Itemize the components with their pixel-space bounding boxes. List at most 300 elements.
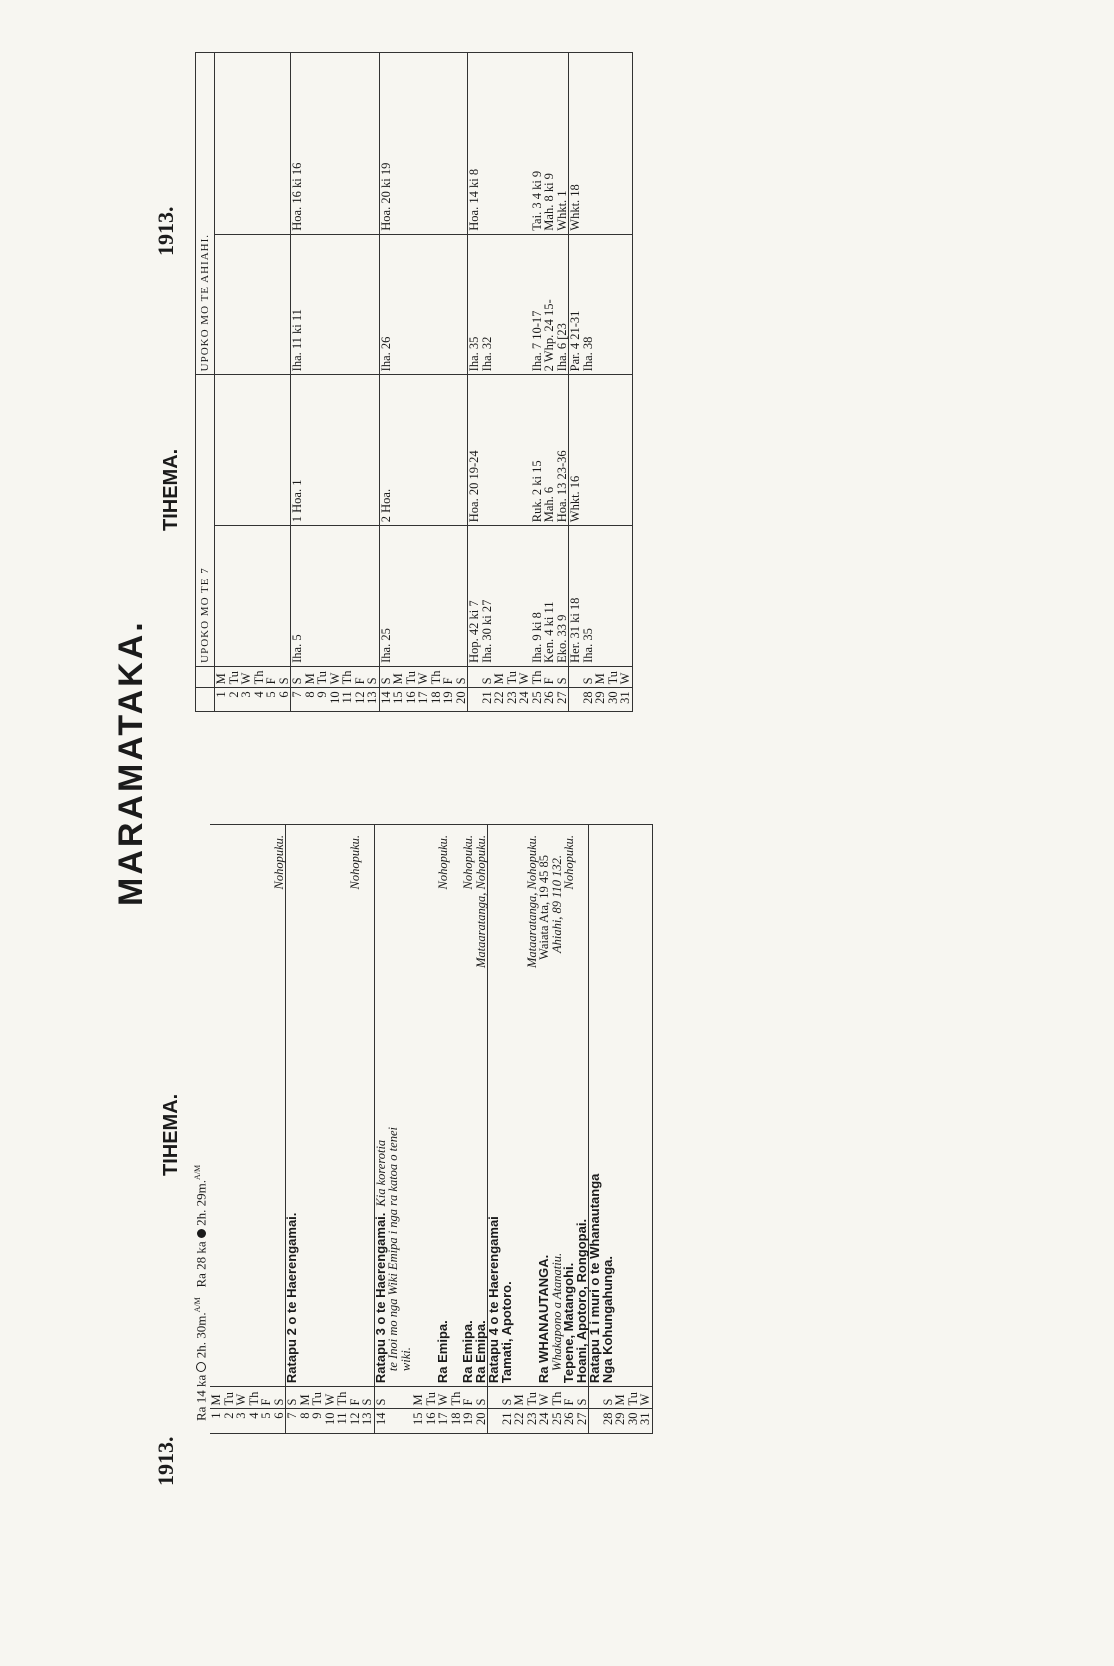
- new-moon-time: 2h. 29m.: [193, 1179, 209, 1226]
- observance-note: Kia korerotia: [373, 1139, 388, 1207]
- evening-lesson-2: [405, 53, 418, 235]
- evening-lesson-1: [354, 234, 367, 375]
- weekday: F: [265, 666, 278, 688]
- morning-lesson-2: Mah. 6: [543, 375, 556, 526]
- evening-lesson-1: [405, 234, 418, 375]
- day-number: 15: [392, 688, 405, 712]
- day-number: 4: [253, 688, 266, 712]
- day-number: 1: [210, 1409, 223, 1434]
- evening-lesson-1: [594, 234, 607, 375]
- table-row: [569, 53, 582, 712]
- evening-lesson-1: Iha. 7 10-17: [531, 234, 544, 375]
- morning-lesson-1: [215, 526, 228, 667]
- full-moon-ampm: A/M: [193, 1297, 202, 1313]
- morning-lesson-2: [405, 375, 418, 526]
- morning-lesson-1: Iha. 25: [379, 526, 392, 667]
- observance-cell: [336, 825, 349, 1387]
- observance-cell: [450, 825, 463, 1387]
- table-row: [481, 53, 494, 712]
- morning-lesson-2: [329, 375, 342, 526]
- weekday: Tu: [316, 666, 329, 688]
- weekday: F: [442, 666, 455, 688]
- day-number: 10: [324, 1409, 337, 1434]
- weekday: W: [518, 666, 531, 688]
- evening-lesson-1: [329, 234, 342, 375]
- day-number: [569, 688, 582, 712]
- weekday: Tu: [526, 1387, 539, 1409]
- day-number: 25: [531, 688, 544, 712]
- day-number: 22: [513, 1409, 526, 1434]
- observance-cell: [639, 825, 652, 1387]
- day-number: 2: [223, 1409, 236, 1434]
- fast-note: Nohopuku.: [271, 835, 286, 890]
- weekday: M: [594, 666, 607, 688]
- weekday: W: [639, 1387, 652, 1409]
- weekday: [387, 1387, 400, 1409]
- table-row: [253, 53, 266, 712]
- table-row: [538, 825, 551, 1434]
- weekday: W: [329, 666, 342, 688]
- table-row: [278, 53, 291, 712]
- day-number: 30: [607, 688, 620, 712]
- table-row: [400, 825, 413, 1434]
- day-number: 29: [594, 688, 607, 712]
- observance-text: Ratapu 3 o te Haerengamai.: [372, 1212, 388, 1384]
- evening-lesson-2: Tai. 3 4 ki 9: [531, 53, 544, 235]
- table-row: [602, 825, 615, 1434]
- day-number: 8: [299, 1409, 312, 1434]
- weekday: Th: [551, 1387, 564, 1409]
- morning-lesson-1: [607, 526, 620, 667]
- day-number: 7: [286, 1409, 299, 1434]
- weekday: S: [501, 1387, 514, 1409]
- evening-lesson-1: [417, 234, 430, 375]
- weekday: S: [576, 1387, 589, 1409]
- morning-lesson-1: [493, 526, 506, 667]
- morning-lesson-1: [594, 526, 607, 667]
- table-row: [341, 53, 354, 712]
- evening-lesson-1: Par. 4 21-31: [569, 234, 582, 375]
- weekday: M: [215, 666, 228, 688]
- morning-lesson-2: [228, 375, 241, 526]
- table-row: [455, 53, 468, 712]
- table-row: [304, 53, 317, 712]
- table-row: [501, 825, 514, 1434]
- table-row: [316, 53, 329, 712]
- day-number: 7: [291, 688, 304, 712]
- observance-text: Ra Emipa.: [472, 1320, 488, 1384]
- day-number: 3: [240, 688, 253, 712]
- observance-cell: [235, 825, 248, 1387]
- evening-lesson-2: [417, 53, 430, 235]
- day-number: 28: [602, 1409, 615, 1434]
- evening-lesson-1: [607, 234, 620, 375]
- morning-lesson-2: [354, 375, 367, 526]
- observance-cell: [627, 825, 640, 1387]
- table-row: [379, 53, 392, 712]
- table-row: [215, 53, 228, 712]
- full-moon-icon: [196, 1362, 206, 1372]
- fast-note: Nohopuku.: [347, 835, 362, 890]
- observance-cell: [437, 825, 450, 1387]
- left-month: TIHEMA.: [160, 1093, 182, 1176]
- evening-lesson-2: Mah. 8 ki 9: [543, 53, 556, 235]
- weekday: Tu: [627, 1387, 640, 1409]
- observance-cell: [513, 825, 526, 1387]
- observance-text: Hoani, Apotoro, Rongopai.: [573, 1218, 589, 1384]
- evening-lesson-1: [430, 234, 443, 375]
- evening-lesson-2: [455, 53, 468, 235]
- table-row: [240, 53, 253, 712]
- evening-lesson-2: [253, 53, 266, 235]
- morning-lesson-1: Iha. 9 ki 8: [531, 526, 544, 667]
- evening-lesson-2: [304, 53, 317, 235]
- evening-lesson-2: Hoa. 20 ki 19: [379, 53, 392, 235]
- day-number: 26: [543, 688, 556, 712]
- table-row: [627, 825, 640, 1434]
- morning-lesson-2: [304, 375, 317, 526]
- morning-lesson-1: [278, 526, 291, 667]
- evening-lesson-1: [455, 234, 468, 375]
- morning-lesson-2: Hoa. 13 23-36: [556, 375, 569, 526]
- morning-lesson-2: [240, 375, 253, 526]
- observance-cell: [462, 825, 475, 1387]
- evening-lesson-1: [278, 234, 291, 375]
- day-number: 24: [538, 1409, 551, 1434]
- observance-cell: [599, 825, 615, 1387]
- table-row: [468, 53, 481, 712]
- morning-lesson-1: [455, 526, 468, 667]
- weekday: M: [299, 1387, 312, 1409]
- observance-cell: [614, 825, 627, 1387]
- table-row: [260, 825, 273, 1434]
- morning-lesson-1: Eko. 33 9: [556, 526, 569, 667]
- morning-lesson-1: [354, 526, 367, 667]
- day-number: 14: [379, 688, 392, 712]
- day-number: 8: [304, 688, 317, 712]
- evening-lesson-1: [392, 234, 405, 375]
- full-moon-time: 2h. 30m.: [193, 1312, 209, 1359]
- day-number: 18: [430, 688, 443, 712]
- observance-text: Ra Emipa.: [435, 1320, 450, 1384]
- fast-note: Nohopuku.: [461, 835, 475, 890]
- table-row: [582, 53, 595, 712]
- morning-lesson-2: [619, 375, 632, 526]
- moon-phases: [193, 1165, 209, 1421]
- day-number: 18: [450, 1409, 463, 1434]
- morning-lesson-1: [228, 526, 241, 667]
- weekday: F: [543, 666, 556, 688]
- table-row: [493, 53, 506, 712]
- evening-lesson-1: [619, 234, 632, 375]
- table-row: [336, 825, 349, 1434]
- left-calendar-table: [210, 824, 653, 1434]
- weekday: Tu: [311, 1387, 324, 1409]
- observance-cell: [210, 825, 223, 1387]
- morning-lesson-1: Hop. 42 ki 7: [468, 526, 481, 667]
- evening-lesson-1: [493, 234, 506, 375]
- table-row: [349, 825, 362, 1434]
- table-row: [210, 825, 223, 1434]
- day-number: 27: [576, 1409, 589, 1434]
- table-row: [392, 53, 405, 712]
- day-number: 19: [442, 688, 455, 712]
- morning-lesson-1: [304, 526, 317, 667]
- morning-lesson-2: [316, 375, 329, 526]
- weekday: W: [417, 666, 430, 688]
- morning-lesson-2: [341, 375, 354, 526]
- table-row: [639, 825, 652, 1434]
- evening-lesson-2: Whkt. 18: [569, 53, 582, 235]
- weekday: Th: [430, 666, 443, 688]
- title: MARAMATAKA.: [112, 619, 150, 906]
- evening-lesson-2: Whkt. 1: [556, 53, 569, 235]
- table-row: [513, 825, 526, 1434]
- day-number: 23: [526, 1409, 539, 1434]
- evening-lesson-1: [215, 234, 228, 375]
- weekday: M: [392, 666, 405, 688]
- weekday: S: [278, 666, 291, 688]
- observance-cell: [498, 825, 514, 1387]
- day-number: 20: [455, 688, 468, 712]
- table-row: [506, 53, 519, 712]
- header-row: [196, 53, 215, 712]
- day-number: 17: [417, 688, 430, 712]
- observance-cell: [387, 825, 400, 1387]
- table-row: [412, 825, 425, 1434]
- weekday: Tu: [506, 666, 519, 688]
- left-year: 1913.: [153, 1436, 178, 1486]
- observance-cell: [260, 825, 273, 1387]
- header-blank: [196, 688, 215, 712]
- morning-lesson-1: [329, 526, 342, 667]
- evening-lesson-2: [506, 53, 519, 235]
- day-number: 3: [235, 1409, 248, 1434]
- table-row: [442, 53, 455, 712]
- day-number: 12: [354, 688, 367, 712]
- weekday: M: [412, 1387, 425, 1409]
- morning-lesson-1: [506, 526, 519, 667]
- evening-lesson-1: Iha. 32: [481, 234, 494, 375]
- morning-lesson-2: 1 Hoa. 1: [291, 375, 304, 526]
- table-row: [235, 825, 248, 1434]
- day-number: 29: [614, 1409, 627, 1434]
- day-number: 11: [336, 1409, 349, 1434]
- day-number: [387, 1409, 400, 1434]
- weekday: F: [349, 1387, 362, 1409]
- weekday: M: [210, 1387, 223, 1409]
- observance-text: Whakapono a Atanatiu.: [549, 1252, 564, 1372]
- observance-text: te Inoi mo nga Wiki Emipa i nga ra katoa o tenei: [386, 1127, 400, 1372]
- morning-lesson-1: Iha. 30 ki 27: [481, 526, 494, 667]
- table-row: [354, 53, 367, 712]
- morning-lesson-1: [392, 526, 405, 667]
- day-number: 20: [475, 1409, 488, 1434]
- observance-cell: [412, 825, 425, 1387]
- evening-lesson-1: [341, 234, 354, 375]
- morning-lesson-1: [619, 526, 632, 667]
- weekday: W: [619, 666, 632, 688]
- day-number: 11: [341, 688, 354, 712]
- evening-lesson-2: [354, 53, 367, 235]
- day-number: 26: [563, 1409, 576, 1434]
- day-number: 23: [506, 688, 519, 712]
- weekday: S: [481, 666, 494, 688]
- morning-lesson-1: Ken. 4 ki 11: [543, 526, 556, 667]
- day-number: [488, 1409, 501, 1434]
- weekday: [569, 666, 582, 688]
- weekday: S: [475, 1387, 488, 1409]
- weekday: S: [379, 666, 392, 688]
- weekday: Tu: [405, 666, 418, 688]
- day-number: 25: [551, 1409, 564, 1434]
- day-number: 13: [366, 688, 379, 712]
- weekday: M: [513, 1387, 526, 1409]
- morning-lesson-2: [392, 375, 405, 526]
- weekday: Th: [253, 666, 266, 688]
- day-number: 19: [462, 1409, 475, 1434]
- weekday: [589, 1387, 602, 1409]
- fast-note: Nohopuku.: [436, 835, 450, 890]
- weekday: Tu: [228, 666, 241, 688]
- morning-lesson-1: [430, 526, 443, 667]
- observance-text: wiki.: [398, 1347, 413, 1372]
- day-number: 5: [265, 688, 278, 712]
- table-row: [614, 825, 627, 1434]
- evening-lesson-1: Iha. 35: [468, 234, 481, 375]
- table-row: [311, 825, 324, 1434]
- day-number: 9: [316, 688, 329, 712]
- observance-cell: [324, 825, 337, 1387]
- table-row: [329, 53, 342, 712]
- observance-text: Ratapu 1 i muri o te Whanautanga: [587, 1173, 602, 1384]
- morning-lesson-1: Her. 31 ki 18: [569, 526, 582, 667]
- observance-cell: [248, 825, 261, 1387]
- evening-lesson-1: 2 Whp. 24 15-: [543, 234, 556, 375]
- table-row: [607, 53, 620, 712]
- morning-lesson-1: [518, 526, 531, 667]
- evening-lesson-2: [329, 53, 342, 235]
- full-moon-label: Ra 14 ka: [193, 1374, 209, 1421]
- table-row: [366, 53, 379, 712]
- day-number: [468, 688, 481, 712]
- observance-text: Ra Emipa.: [460, 1320, 475, 1384]
- weekday: Tu: [607, 666, 620, 688]
- evening-lesson-2: [392, 53, 405, 235]
- weekday: F: [260, 1387, 273, 1409]
- weekday: S: [602, 1387, 615, 1409]
- table-row: [299, 825, 312, 1434]
- header-morning: UPOKO MO TE 7: [196, 375, 215, 667]
- evening-lesson-2: [265, 53, 278, 235]
- table-row: [324, 825, 337, 1434]
- weekday: W: [240, 666, 253, 688]
- observance-cell: [400, 825, 413, 1387]
- weekday: M: [493, 666, 506, 688]
- morning-lesson-1: [316, 526, 329, 667]
- day-number: 31: [619, 688, 632, 712]
- evening-lesson-2: [215, 53, 228, 235]
- weekday: [488, 1387, 501, 1409]
- morning-lesson-2: [506, 375, 519, 526]
- day-number: 12: [349, 1409, 362, 1434]
- morning-lesson-2: [215, 375, 228, 526]
- weekday: S: [455, 666, 468, 688]
- day-number: 28: [582, 688, 595, 712]
- day-number: 27: [556, 688, 569, 712]
- morning-lesson-1: Iha. 5: [291, 526, 304, 667]
- evening-lesson-2: [442, 53, 455, 235]
- new-moon-label: Ra 28 ka: [193, 1241, 209, 1288]
- weekday: M: [304, 666, 317, 688]
- table-row: [594, 53, 607, 712]
- table-row: [228, 53, 241, 712]
- evening-lesson-1: [228, 234, 241, 375]
- observance-cell: [425, 825, 438, 1387]
- evening-lesson-1: Iha. 11 ki 11: [291, 234, 304, 375]
- evening-lesson-2: [430, 53, 443, 235]
- morning-lesson-2: [493, 375, 506, 526]
- day-number: 6: [273, 1409, 286, 1434]
- morning-lesson-2: [265, 375, 278, 526]
- weekday: W: [324, 1387, 337, 1409]
- fast-note: Nohopuku.: [562, 835, 576, 890]
- morning-lesson-2: [366, 375, 379, 526]
- table-row: [556, 53, 569, 712]
- weekday: S: [366, 666, 379, 688]
- day-number: 16: [425, 1409, 438, 1434]
- observance-text: Nga Kohungahunga.: [599, 1255, 615, 1384]
- morning-lesson-1: [240, 526, 253, 667]
- day-number: 15: [412, 1409, 425, 1434]
- morning-lesson-1: [417, 526, 430, 667]
- table-row: [248, 825, 261, 1434]
- observance-text: Ratapu 4 o te Haerengamai: [486, 1216, 501, 1384]
- table-row: [286, 825, 299, 1434]
- morning-lesson-1: [265, 526, 278, 667]
- observance-cell: [299, 825, 312, 1387]
- evening-lesson-1: [506, 234, 519, 375]
- day-number: 9: [311, 1409, 324, 1434]
- morning-lesson-2: [253, 375, 266, 526]
- fast-note: Mataaratanga, Nohopuku.: [473, 835, 488, 968]
- weekday: W: [437, 1387, 450, 1409]
- day-number: 2: [228, 688, 241, 712]
- day-number: 22: [493, 688, 506, 712]
- morning-lesson-2: [607, 375, 620, 526]
- evening-lesson-2: [493, 53, 506, 235]
- morning-lesson-2: Hoa. 20 19-24: [468, 375, 481, 526]
- observance-cell: [223, 825, 236, 1387]
- table-row: [543, 53, 556, 712]
- evening-lesson-2: [582, 53, 595, 235]
- day-number: 10: [329, 688, 342, 712]
- new-moon-ampm: A/M: [193, 1164, 202, 1180]
- evening-lesson-1: [442, 234, 455, 375]
- weekday: W: [538, 1387, 551, 1409]
- weekday: F: [563, 1387, 576, 1409]
- table-row: [223, 825, 236, 1434]
- evening-lesson-2: [366, 53, 379, 235]
- evening-lesson-2: Hoa. 14 ki 8: [468, 53, 481, 235]
- weekday: F: [462, 1387, 475, 1409]
- table-row: [405, 53, 418, 712]
- evening-lesson-1: [253, 234, 266, 375]
- table-row: [417, 53, 430, 712]
- right-month: TIHEMA.: [160, 448, 182, 531]
- day-number: 21: [501, 1409, 514, 1434]
- weekday: Tu: [223, 1387, 236, 1409]
